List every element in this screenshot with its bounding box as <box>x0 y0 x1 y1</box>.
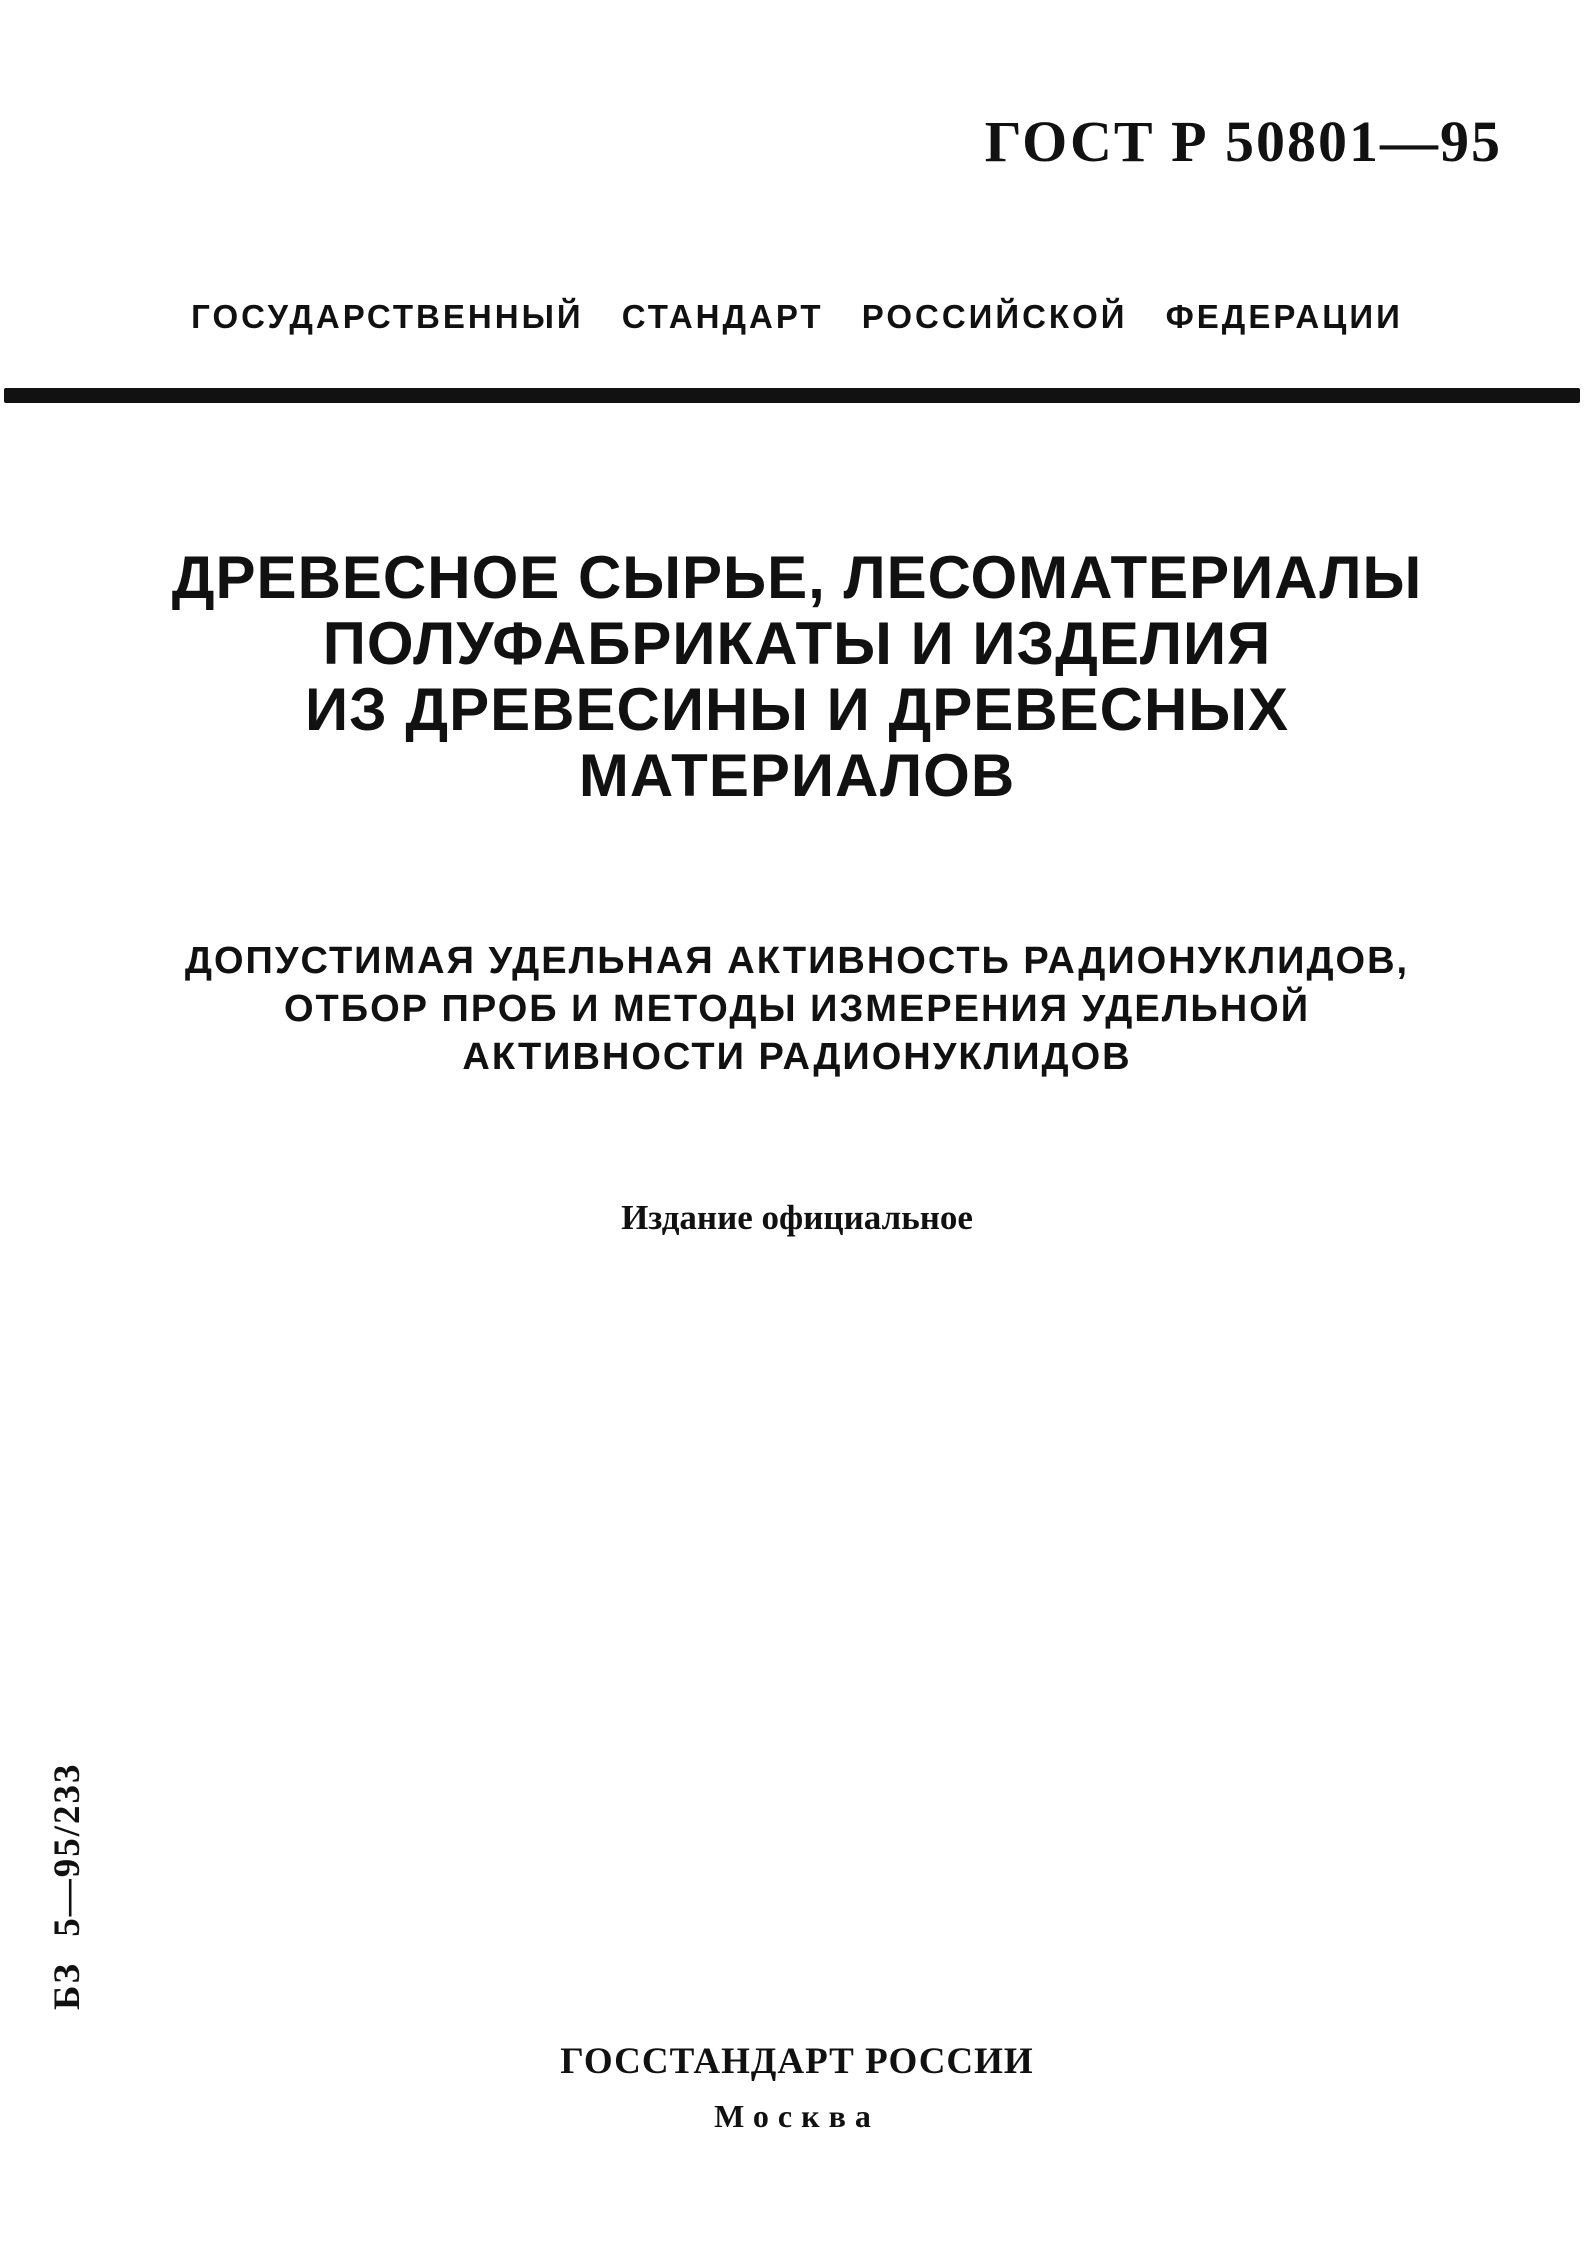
document-title <box>0 545 1594 809</box>
subtitle-line: ДОПУСТИМАЯ УДЕЛЬНАЯ АКТИВНОСТЬ РАДИОНУКЛИДОВ, <box>184 940 1410 982</box>
subtitle-line: АКТИВНОСТИ РАДИОНУКЛИДОВ <box>462 1036 1132 1078</box>
document-subtitle <box>0 937 1594 1081</box>
side-code: БЗ 5—95/233 <box>47 1762 88 2010</box>
standard-number: ГОСТ Р 50801—95 <box>984 109 1502 174</box>
publisher: ГОССТАНДАРТ РОССИИ <box>560 2041 1034 2082</box>
horizontal-rule <box>4 388 1580 403</box>
title-line: ИЗ ДРЕВЕСИНЫ И ДРЕВЕСНЫХ <box>304 676 1290 743</box>
title-line: ПОЛУФАБРИКАТЫ И ИЗДЕЛИЯ <box>322 610 1272 677</box>
organization-line: ГОСУДАРСТВЕННЫЙ СТАНДАРТ РОССИЙСКОЙ ФЕДЕРАЦИИ <box>191 298 1403 335</box>
edition-note: Издание официальное <box>621 1198 973 1237</box>
publication-city: Москва <box>714 2098 880 2134</box>
title-line: МАТЕРИАЛОВ <box>578 742 1016 809</box>
title-line: ДРЕВЕСНОЕ СЫРЬЕ, ЛЕСОМАТЕРИАЛЫ <box>171 544 1423 611</box>
subtitle-line: ОТБОР ПРОБ И МЕТОДЫ ИЗМЕРЕНИЯ УДЕЛЬНОЙ <box>284 988 1310 1030</box>
